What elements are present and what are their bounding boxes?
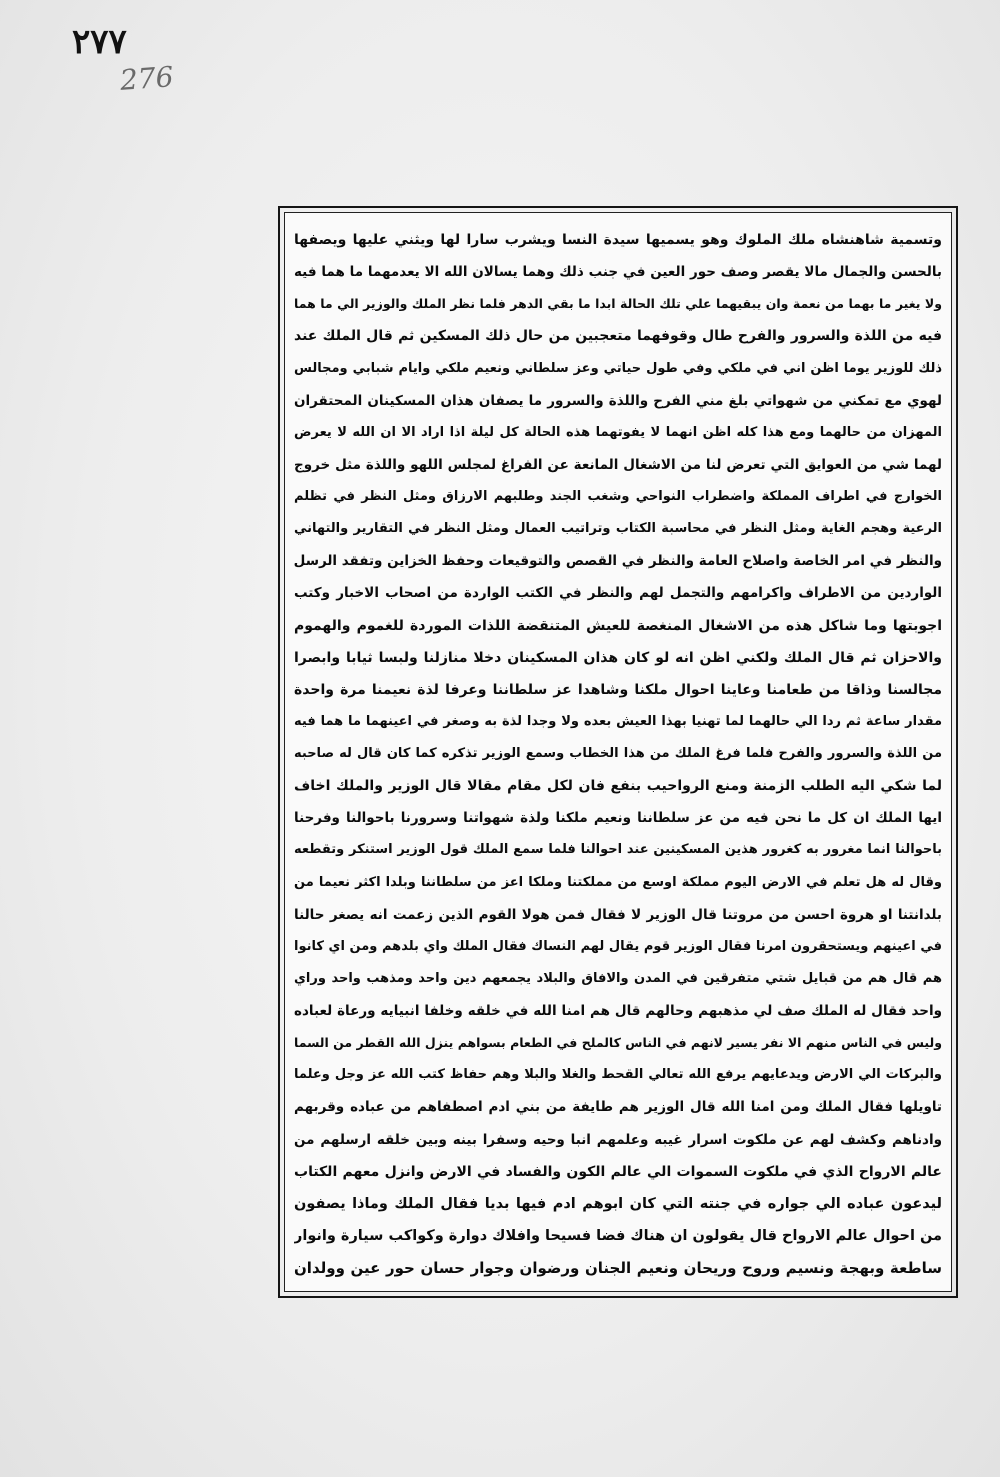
manuscript-text-block — [294, 222, 942, 1282]
text-line: لما شكي اليه الطلب الزمنة ومنع الرواحيب بنفع فان لكل مقام مقالا قال الوزير والملك اخاف — [294, 778, 942, 795]
text-line: اجوبتها وما شاكل هذه من الاشغال المنغصة للعيش المتنقضة اللذات الموردة للغموم والهموم — [294, 617, 942, 634]
text-line: والاحزان ثم قال الملك ولكني اظن انه لو كان هذان المسكينان دخلا منازلنا ولبسا ثيابا وابصرا — [294, 649, 942, 666]
text-line: ليدعون عباده الي جواره في جنته التي كان ابوهم ادم فيها بديا فقال الملك وماذا يصفون — [294, 1195, 942, 1212]
text-line: الخوارج في اطراف المملكة واضطراب النواحي وشغب الجند وطلبهم الارزاق ومثل النظر في تظلم — [294, 489, 942, 504]
text-line: والبركات الي الارض ويدعايهم يرفع الله تعالي القحط والغلا والبلا وهم حفاظ كتب الله عز وجل وعلما — [294, 1067, 942, 1083]
text-line: وليس في الناس منهم الا نفر يسير لانهم في الناس كالملح في الطعام بسواهم ينزل الله القطر من السما — [294, 1035, 942, 1051]
text-line: من اللذة والسرور والفرح فلما فرغ الملك من هذا الخطاب وسمع الوزير تذكره كما كان قال له صاحبه — [294, 746, 942, 761]
text-line: من احوال عالم الارواح قال يقولون ان هناك فضا فسيحا وافلاك دوارة وكواكب سيارة وانوار — [294, 1227, 942, 1244]
text-line: بلدانتنا او هروة احسن من مروتنا قال الوزير لا فقال فمن هولا القوم الذين زعمت انه يصغر حالنا — [294, 906, 942, 923]
pencil-page-number: 276 — [118, 60, 175, 97]
text-line: في اعينهم ويستحقرون امرنا فقال الوزير قوم يقال لهم النساك فقال الملك واي بلدهم ومن اي كانوا — [294, 938, 942, 954]
text-line: وتسمية شاهنشاه ملك الملوك وهو يسميها سيدة النسا ويشرب سارا لها ويثني عليها ويصفها — [294, 232, 942, 248]
text-line: فيه من اللذة والسرور والفرح طال وقوفهما متعجبين من حال ذلك المسكين ثم قال الملك عند — [294, 328, 942, 345]
text-line: والنظر في امر الخاصة واصلاح العامة والنظر في القصص والتوقيعات وحفظ الخزاين وتفقد الرسل — [294, 553, 942, 570]
text-line: الرعية وهجم الغاية ومثل النظر في محاسبة الكتاب وتراتيب العمال ومثل النظر في التقارير والتهاني — [294, 521, 942, 537]
text-line: المهزان من حالهما ومع هذا كله اظن انهما لا يفوتهما هذه الحالة كل ليلة اذا اراد الا ان الله لا يعرض — [294, 424, 942, 440]
text-line: عالم الارواح الذي في ملكوت السموات الي عالم الكون والفساد في الارض وانزل معهم الكتاب — [294, 1163, 942, 1180]
text-line: لهما شي من العوايق التي تعرض لنا من الاشغال المانعة عن الفراغ لمجلس اللهو واللذة مثل خروج — [294, 456, 942, 473]
text-line: وادناهم وكشف لهم عن ملكوت اسرار غيبه وعلمهم انبا وحيه وسفرا بينه وبين خلقه ارسلهم من — [294, 1131, 942, 1148]
text-line: وقال له هل تعلم في الارض اليوم مملكة اوسع من مملكتنا وملكا اعز من سلطاننا وبلدا اكثر نعيما من — [294, 874, 942, 890]
text-line: مجالسنا وذاقا من طعامنا وعاينا احوال ملكنا وشاهدا عز سلطاننا وعرفا لذة نعيمنا مرة واحدة — [294, 681, 942, 698]
text-line: واحد فقال له الملك صف لي مذهبهم وحالهم قال هم امنا الله في خلقه وخلفا انبيايه ورعاة لعباده — [294, 1003, 942, 1019]
text-line: ولا يغير ما بهما من نعمة وان يبقيهما علي تلك الحالة ابدا ما بقي الدهر فلما نظر الملك والوزير الي ما هما — [294, 296, 942, 312]
text-line: ذلك للوزير يوما اظن اني في ملكي وفي طول حياتي وعز سلطاني ونعيم ملكي وايام شبابي ومجالس — [294, 360, 942, 376]
folio-number: ٢٧٧ — [72, 22, 127, 62]
text-line: الواردين من الاطراف واكرامهم والتجمل لهم والنظر في الكتب الواردة من اصحاب الاخبار وكتب — [294, 585, 942, 602]
text-line: مقدار ساعة ثم ردا الي حالهما لما تهنيا بهذا العيش بعده ولا وجدا لذة به وصغر في اعينهما ما هما فيه — [294, 713, 942, 729]
text-line: بالحسن والجمال مالا يقصر وصف حور العين في جنب ذلك وهما يسالان الله الا يعدمهما ما هما فيه — [294, 264, 942, 281]
text-line: لهوي مع تمكني من شهواتي بلغ مني الفرح واللذة والسرور ما يصفان هذان المسكينان المحتقران — [294, 392, 942, 409]
text-line: ساطعة وبهجة ونسيم وروح وريحان ونعيم الجنان ورضوان وجوار حسان حور عين وولدان — [294, 1259, 942, 1277]
text-line: باحوالنا انما مغرور به كغرور هذين المسكينين عند احوالنا فلما سمع الملك قول الوزير استنكر وتقطعه — [294, 842, 942, 858]
text-line: تاويلها فقال الملك ومن امنا الله قال الوزير هم طايفة من بني ادم اصطفاهم من عباده وقربهم — [294, 1099, 942, 1116]
text-line: ايها الملك ان كل ما نحن فيه من عز سلطاننا ونعيم ملكنا ولذة شهواتنا وسرورنا باحوالنا وفرحنا — [294, 810, 942, 827]
text-line: هم قال هم من قبايل شتي متفرقين في المدن والافاق والبلاد يجمعهم دين واحد ومذهب واحد وراي — [294, 970, 942, 986]
